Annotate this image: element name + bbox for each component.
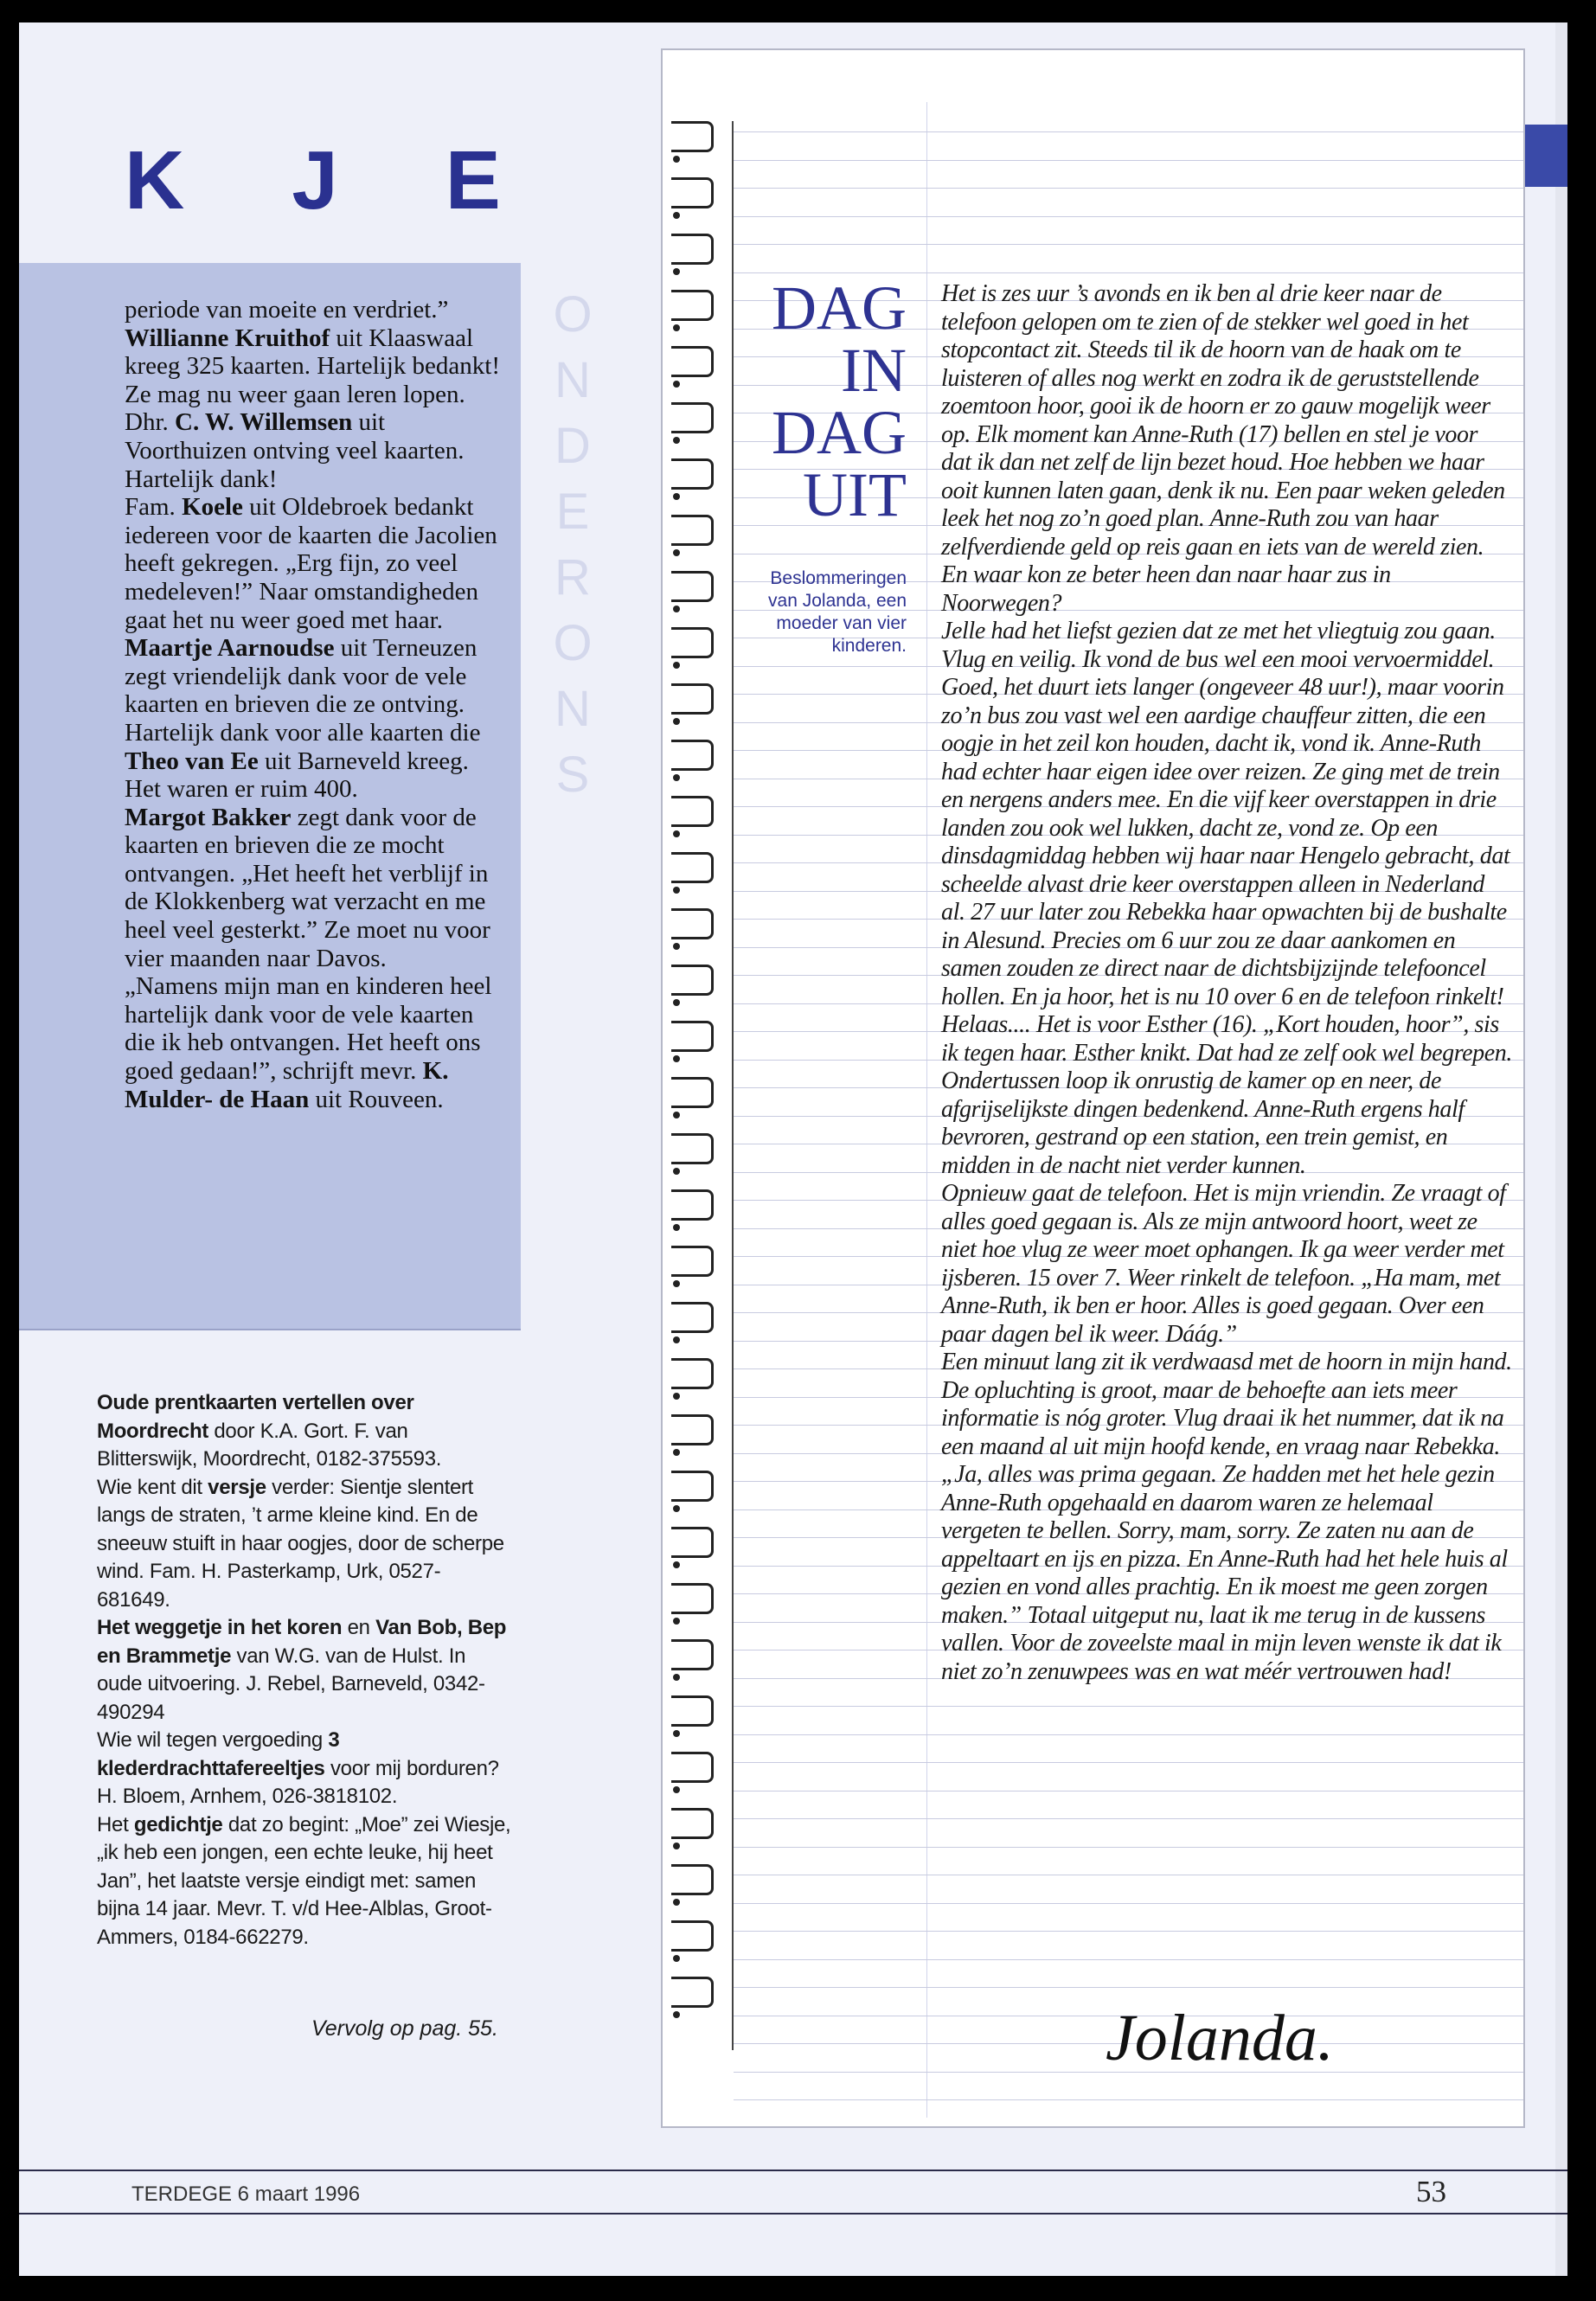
punch-hole [673,1168,680,1175]
punch-hole [673,1899,680,1906]
text-run: periode van moeite en verdriet.” [125,296,449,324]
punch-hole [673,1505,680,1512]
ruled-line [734,131,1523,132]
magazine-page [19,22,1567,2276]
spiral-ring [671,458,714,490]
ruled-line [734,216,1523,217]
heading-letter: J [292,134,338,227]
story-paragraph: Opnieuw gaat de telefoon. Het is mijn vriendin. Ze vraagt of alles goed gegaan is. Als ze mijn antwoord hoort, weet ze niet hoe vlug ze weer moet ophangen. Ik ga weer verder met ijsberen. 15 over 7. Weer rinkelt de telefoon. „Ha mam, met Anne-Ruth, ik ben er hoor. Alles is goed gegaan. Over een paar dagen bel ik weer. Dáág.” [941,1180,1506,1348]
bold-name: Het weggetje in het koren [97,1616,343,1639]
text-run: van W.G. van de Hulst. In oude uitvoering. J. Rebel, Barneveld, 0342-490294 [97,1644,485,1724]
signature: Jolanda. [1106,2002,1334,2074]
text-run: verder: Sientje slentert langs de straten, ’t arme kleine kind. En de sneeuw stuift in haar oogjes, door de scherpe wind. Fam. H. Pasterkamp, Urk, 0527-681649. [97,1475,504,1612]
spiral-ring [671,1695,714,1727]
punch-hole [673,212,680,219]
vertical-letter: S [555,747,590,803]
title-word: IN [841,336,907,405]
punch-hole [673,1674,680,1681]
vertical-letter: O [553,615,593,671]
punch-hole [673,493,680,500]
text-run: zegt dank voor de kaarten en brieven die ze mocht ontvangen. „Het heeft het verblijf in de Klokkenberg wat verzacht en me heel veel gesterkt.” Ze moet nu voor vier maanden naar Davos. [125,803,490,972]
vertical-letter: N [554,352,591,408]
spiral-ring [671,346,714,377]
spiral-ring [671,1302,714,1333]
spiral-ring [671,290,714,321]
spiral-ring [671,796,714,827]
spiral-ring [671,1021,714,1052]
paragraph [97,1474,512,1615]
spiral-ring [671,1639,714,1670]
punch-hole [673,1224,680,1231]
bold-name: gedichtje [133,1812,223,1836]
spiral-ring [671,1189,714,1221]
text-run: voor mij borduren? H. Bloem, Arnhem, 026-3818102. [97,1756,499,1808]
bold-name: Margot Bakker [125,803,292,831]
heading-letter: K [125,134,185,227]
text-run: en [342,1616,376,1639]
spiral-ring [671,1752,714,1783]
punch-hole [673,718,680,725]
vertical-letter: O [553,286,593,343]
paragraph [125,408,501,493]
paragraph [97,1727,512,1811]
punch-hole [673,1786,680,1793]
paragraph [97,1614,512,1727]
vertical-section-word [538,282,607,808]
paragraph [125,634,501,719]
spiral-ring [671,1414,714,1445]
vertical-letter: R [554,549,591,606]
notebook-sheet [661,48,1525,2128]
footer-rule-bottom [19,2213,1567,2214]
spiral-ring [671,1864,714,1895]
punch-hole [673,1843,680,1849]
spiral-ring [671,1527,714,1558]
ruled-line [734,1818,1523,1819]
text-run: Dhr. [125,408,175,437]
punch-hole [673,324,680,331]
bold-name: versje [208,1475,266,1499]
bold-name: C. W. Willemsen [175,408,353,437]
spiral-ring [671,234,714,265]
column-title [734,273,907,529]
text-run: Wie wil tegen vergoeding [97,1728,329,1752]
spiral-ring [671,1133,714,1164]
bold-name: Koele [182,493,243,522]
story-paragraph: Een minuut lang zit ik verdwaasd met de hoorn in mijn hand. De opluchting is groot, maar de behoefte aan iets meer informatie is nóg groter. Vlug draai ik het nummer, dat ik na een maand al uit mijn hoofd kende, en vraag naar Rebekka. „Ja, alles was prima gegaan. Ze hadden met het hele gezin Anne-Ruth opgehaald en daarom waren ze helemaal vergeten te bellen. Sorry, mam, sorry. Ze zaten nu aan de appeltaart en ijs en pizza. En Anne-Ruth had het hele huis al gezien en vond alles prachtig. En ik moest me geen zorgen maken.” Totaal uitgeput nu, laat ik me terug in de kussens vallen. Voor de zoveelste maal in mijn leven wenste ik dat ik niet zo’n zenuwpees was en wat méér vertrouwen had! [941,1349,1512,1685]
text-run: Het [97,1812,134,1836]
title-word: DAG [772,273,907,343]
ruled-line [734,2099,1523,2100]
punch-hole [673,606,680,612]
spiral-ring [671,1808,714,1839]
title-word: UIT [803,460,907,529]
spiral-ring [671,1246,714,1277]
story-paragraph: Helaas.... Het is voor Esther (16). „Kort houden, hoor”, sis ik tegen haar. Esther knikt. Dat had ze zelf ook wel begrepen. Ondertussen loop ik onrustig de kamer op en neer, de afgrijselijkste dingen bedenkend. Anne-Ruth ergens half bevroren, gestrand op een station, een trein gemist, en midden in de nacht niet verder kunnen. [941,1011,1513,1179]
paragraph [125,324,501,409]
punch-hole [673,1055,680,1062]
ruled-line [734,1762,1523,1763]
vertical-letter: E [555,484,590,540]
ruled-line [734,1734,1523,1735]
punch-hole [673,549,680,556]
punch-hole [673,887,680,894]
continued-note: Vervolg op pag. 55. [311,2016,498,2041]
ruled-line [734,188,1523,189]
punch-hole [673,2011,680,2018]
paragraph [125,296,501,324]
margin-line [926,102,927,2118]
spiral-ring [671,402,714,433]
ruled-line [734,1987,1523,1988]
title-word: DAG [772,398,907,467]
bold-name: Van Bob, Bep en Brammetje [97,1616,507,1668]
punch-hole [673,830,680,837]
page-edge [1555,22,1567,2276]
ruled-line [734,1931,1523,1932]
vertical-letter: D [554,418,591,474]
column-subtitle: Beslommeringen van Jolanda, een moeder van vier kinderen. [768,568,907,656]
ruled-line [734,160,1523,161]
spiral-ring [671,740,714,771]
diary-story [941,280,1512,1686]
ruled-line [734,1706,1523,1707]
vertical-letter: N [554,681,591,737]
text-run: „Namens mijn man en kinderen heel hartelijk dank voor de vele kaarten die ik heb ontvangen. Het heeft ons goed gedaan!”, schrijft mevr. [125,972,492,1086]
story-paragraph: Jelle had het liefst gezien dat ze met het vliegtuig zou gaan. Vlug en veilig. Ik vond de bus wel een mooi vervoermiddel. Goed, het duurt iets langer (ongeveer 48 uur!), maar voorin zo’n bus zou vast wel een aardige chauffeur zitten, die een oogje in het zeil kon houden, dacht ik, vond ik. Anne-Ruth had echter haar eigen idee over reizen. Ze ging met de trein en nergens anders mee. En die vijf keer overstappen in drie landen zou ook wel lukken, dacht ze, vond ze. Op een dinsdagmiddag hebben wij haar naar Hengelo gebracht, dat scheelde alvast drie keer overstappen alleen in Nederland al. 27 uur later zou Rebekka haar opwachten bij de bushalte in Alesund. Precies om 6 uur zou ze daar aankomen en samen zouden ze direct naar de dichtsbijzijnde telefooncel hollen. En ja hoor, het is nu 10 over 6 en de telefoon rinkelt! [941,618,1510,1010]
punch-hole [673,1112,680,1118]
spiral-ring [671,908,714,939]
punch-hole [673,1561,680,1568]
spiral-ring [671,1077,714,1108]
punch-hole [673,1280,680,1287]
ruled-line [734,244,1523,245]
punch-hole [673,1618,680,1625]
bold-name: K. Mulder- de Haan [125,1057,449,1113]
punch-hole [673,268,680,275]
spiral-ring [671,1920,714,1952]
bold-name: 3 klederdrachttafereeltjes [97,1728,340,1780]
spiral-ring [671,121,714,152]
paragraph [125,972,501,1113]
punch-hole [673,1393,680,1400]
text-run: Fam. [125,493,183,522]
text-run: uit Terneuzen zegt vriendelijk dank voor de vele kaarten en brieven die ze ontving. [125,634,478,719]
spiral-ring [671,965,714,996]
spiral-ring [671,1977,714,2008]
footer-rule-top [19,2170,1567,2171]
spiral-ring [671,852,714,883]
punch-hole [673,774,680,781]
bold-name: Oude prentkaarten vertellen over Moordrecht [97,1391,414,1443]
spiral-ring [671,177,714,208]
text-run: uit Klaaswaal kreeg 325 kaarten. Hartelijk bedankt! Ze mag nu weer gaan leren lopen. [125,324,501,408]
bold-name: Theo van Ee [125,747,259,775]
spiral-ring [671,515,714,546]
spiral-binding [663,121,734,2050]
punch-hole [673,943,680,950]
requests-column [97,1389,512,1952]
spiral-ring [671,1358,714,1389]
text-run: uit Barneveld kreeg. Het waren er ruim 400. [125,747,469,804]
paragraph [125,804,501,973]
ruled-line [734,1903,1523,1904]
divider [19,1329,521,1330]
spiral-ring [671,571,714,602]
spiral-ring [671,1583,714,1614]
paragraph [125,719,501,804]
ruled-line [734,1847,1523,1848]
text-run: uit Rouveen. [309,1085,444,1113]
ruled-line [734,1959,1523,1960]
punch-hole [673,381,680,388]
paragraph [97,1811,512,1952]
bold-name: Maartje Aarnoudse [125,634,335,663]
story-paragraph: Het is zes uur ’s avonds en ik ben al drie keer naar de telefoon gelopen om te zien of de stekker wel goed in het stopcontact zit. Steeds til ik de hoorn van de haak om te luisteren of alles nog werkt en zodra ik de geruststellende zoemtoon hoor, gooi ik de hoorn er zo gauw mogelijk weer op. Elk moment kan Anne-Ruth (17) bellen en stel je voor dat ik dan net zelf de lijn bezet houd. Hoe hebben we haar ooit kunnen laten gaan, denk ik nu. Een paar weken geleden leek het nog zo’n goed plan. Anne-Ruth zou van haar zelfverdiende geld op reis gaan en iets van de wereld zien. En waar kon ze beter heen dan naar haar zus in Noorwegen? [941,280,1505,617]
text-run: Wie kent dit [97,1475,208,1499]
thanks-column [125,296,501,1113]
paragraph [97,1389,512,1474]
punch-hole [673,156,680,163]
paragraph [125,493,501,634]
punch-hole [673,1730,680,1737]
punch-hole [673,999,680,1006]
text-run: uit Oldebroek bedankt iedereen voor de kaarten die Jacolien heeft gekregen. „Erg fijn, zo veel medeleven!” Naar omstandigheden gaat het nu weer goed met haar. [125,493,497,634]
spiral-ring [671,1471,714,1502]
punch-hole [673,1955,680,1962]
footer-issue: TERDEGE 6 maart 1996 [131,2182,361,2206]
text-run: door K.A. Gort. F. van Blitterswijk, Moordrecht, 0182-375593. [97,1419,442,1471]
spiral-ring [671,683,714,715]
page-number: 53 [1416,2175,1446,2208]
text-run: uit Voorthuizen ontving veel kaarten. Hartelijk dank! [125,408,465,493]
heading-letter: E [445,134,501,227]
text-run: Hartelijk dank voor alle kaarten die [125,718,481,747]
bold-name: Willianne Kruithof [125,324,330,352]
punch-hole [673,1449,680,1456]
punch-hole [673,1336,680,1343]
punch-hole [673,662,680,669]
section-heading-letters [125,133,501,228]
punch-hole [673,437,680,444]
spiral-ring [671,627,714,658]
text-run: dat zo begint: „Moe” zei Wiesje, „ik heb een jongen, een echte leuke, hij heet Jan”, het laatste versje eindigt met: samen bijna 14 jaar. Mevr. T. v/d Hee-Alblas, Groot-Ammers, 0184-662279. [97,1812,511,1949]
